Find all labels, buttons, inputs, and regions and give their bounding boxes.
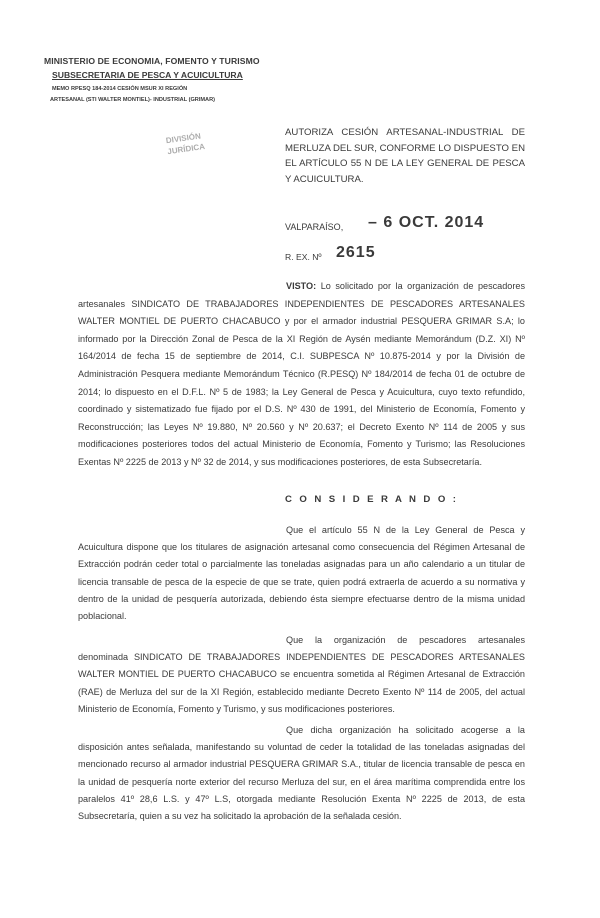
visto-label: VISTO:	[286, 281, 317, 291]
resolution-title: AUTORIZA CESIÓN ARTESANAL-INDUSTRIAL DE MERLUZA DEL SUR, CONFORME LO DISPUESTO EN EL ARTÍCULO 55 N DE LA LEY GENERAL DE PESCA Y ACUICULTURA.	[285, 127, 525, 185]
considerando-heading: C O N S I D E R A N D O :	[285, 494, 459, 505]
city-label: VALPARAÍSO,	[285, 222, 344, 232]
subsecretaria-heading: SUBSECRETARIA DE PESCA Y ACUICULTURA	[52, 70, 243, 80]
division-stamp	[165, 125, 245, 181]
stamp-line-2: JURÍDICA	[166, 141, 206, 157]
considerando-paragraph-1: Que el artículo 55 N de la Ley General de Pesca y Acuicultura dispone que los titulares de asignación artesanal como consecuencia del Régimen Artesanal de Extracción podrán ceder total o parcialmente las toneladas asignadas para un año calendario a un titular de licencia transable de pesca de la especie de que se trate, quien podrá extraerla de acuerdo a su normativa y dentro de la unidad de pesquería autorizada, debiendo ésta siempre efectuarse dentro de la misma unidad poblacional.	[78, 525, 525, 622]
ministry-heading: MINISTERIO DE ECONOMIA, FOMENTO Y TURISMO	[44, 56, 260, 66]
memo-reference-line-1: MEMO RPESQ 184-2014 CESIÓN MSUR XI REGIÓN	[52, 86, 188, 92]
visto-paragraph	[78, 278, 525, 472]
resolution-date: – 6 OCT. 2014	[368, 214, 485, 231]
rex-label: R. EX. Nº	[285, 252, 322, 262]
rex-number: 2615	[336, 244, 376, 261]
stamp-line-1: DIVISIÓN	[165, 131, 202, 146]
memo-reference-line-2: ARTESANAL (STI WALTER MONTIEL)- INDUSTRIAL (GRIMAR)	[50, 97, 216, 103]
considerando-paragraph-2: Que la organización de pescadores artesanales denominada SINDICATO DE TRABAJADORES INDEPENDIENTES DE PESCADORES ARTESANALES WALTER MONTIEL DE PUERTO CHACABUCO se encuentra sometida al Régimen Artesanal de Extracción (RAE) de Merluza del sur de la XI Región, establecido mediante Decreto Exento Nº 114 de 2005, del actual Ministerio de Economía, Fomento y Turismo, y sus modificaciones posteriores.	[78, 635, 525, 714]
considerando-paragraph-3: Que dicha organización ha solicitado acogerse a la disposición antes señalada, manifestando su voluntad de ceder la totalidad de las toneladas asignadas del mencionado recurso al armador industrial PESQUERA GRIMAR S.A., titular de licencia transable de pesca en la unidad de pesquería norte exterior del recurso Merluza del sur, en el área marítima comprendida entre los paralelos 41º 28,6 L.S. y 47º L.S, otorgada mediante Resolución Exenta Nº 2225 de 2013, de esta Subsecretaría, quien a su vez ha solicitado la aprobación de la señalada cesión.	[78, 725, 525, 822]
visto-text: Lo solicitado por la organización de pescadores artesanales SINDICATO DE TRABAJADORES INDEPENDIENTES DE PESCADORES ARTESANALES WALTER MONTIEL DE PUERTO CHACABUCO y por el armador industrial PESQUERA GRIMAR S.A; lo informado por la Dirección Zonal de Pesca de la XI Región de Aysén mediante Memorándum (D.Z. XI) Nº 164/2014 de fecha 15 de septiembre de 2014, C.I. SUBPESCA Nº 10.875-2014 y por la División de Administración Pesquera mediante Memorándum Técnico (R.PESQ) Nº 184/2014 de fecha 01 de octubre de 2014; lo dispuesto en el D.F.L. Nº 5 de 1983; la Ley General de Pesca y Acuicultura, cuyo texto refundido, coordinado y sistematizado fue fijado por el D.S. Nº 430 de 1991, del Ministerio de Economía, Fomento y Reconstrucción; las Leyes Nº 19.880, Nº 20.560 y Nº 20.637; el Decreto Exento Nº 114 de 2005 y sus modificaciones posteriores todos del actual Ministerio de Economía, Fomento y Turismo; las Resoluciones Exentas Nº 2225 de 2013 y Nº 32 de 2014, y sus modificaciones posteriores, de esta Subsecretaría.	[78, 281, 525, 467]
